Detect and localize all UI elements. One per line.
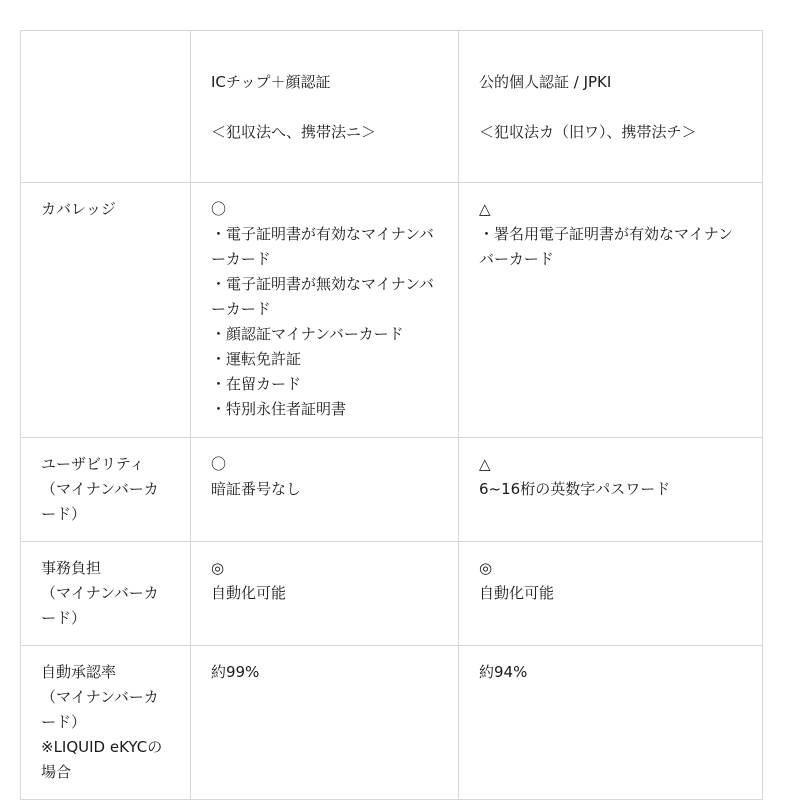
cell-coverage-jpki: △ ・署名用電子証明書が有効なマイナンバーカード <box>459 183 763 438</box>
row-label-approval-rate: 自動承認率 （マイナンバーカード） ※LIQUID eKYCの場合 <box>21 646 191 800</box>
cell-usability-jpki: △ 6~16桁の英数字パスワード <box>459 438 763 542</box>
header-ic-chip-law: ＜犯収法へ、携帯法ニ＞ <box>211 123 377 141</box>
header-jpki-title: 公的個人認証 / JPKI <box>479 73 612 91</box>
table-row-usability <box>21 438 763 542</box>
cell-approval-rate-ic-chip: 約99% <box>191 646 459 800</box>
header-jpki-law: ＜犯収法カ（旧ワ）、携帯法チ＞ <box>479 123 697 141</box>
row-label-usability: ユーザビリティ （マイナンバーカード） <box>21 438 191 542</box>
header-ic-chip-title: ICチップ＋顔認証 <box>211 73 331 91</box>
header-ic-chip-face-auth <box>191 31 459 183</box>
cell-usability-ic-chip: 〇 暗証番号なし <box>191 438 459 542</box>
cell-admin-burden-jpki: ◎ 自動化可能 <box>459 542 763 646</box>
cell-coverage-ic-chip: 〇 ・電子証明書が有効なマイナンバーカード ・電子証明書が無効なマイナンバーカード ・顔認証マイナンバーカード ・運転免許証 ・在留カード ・特別永住者証明書 <box>191 183 459 438</box>
cell-approval-rate-jpki: 約94% <box>459 646 763 800</box>
comparison-table <box>20 30 763 800</box>
row-label-coverage: カバレッジ <box>21 183 191 438</box>
comparison-table-container <box>20 30 762 800</box>
table-row-admin-burden <box>21 542 763 646</box>
header-corner-cell <box>21 31 191 183</box>
row-label-admin-burden: 事務負担 （マイナンバーカード） <box>21 542 191 646</box>
header-jpki <box>459 31 763 183</box>
cell-admin-burden-ic-chip: ◎ 自動化可能 <box>191 542 459 646</box>
table-row-approval-rate <box>21 646 763 800</box>
table-header-row <box>21 31 763 183</box>
table-row-coverage <box>21 183 763 438</box>
